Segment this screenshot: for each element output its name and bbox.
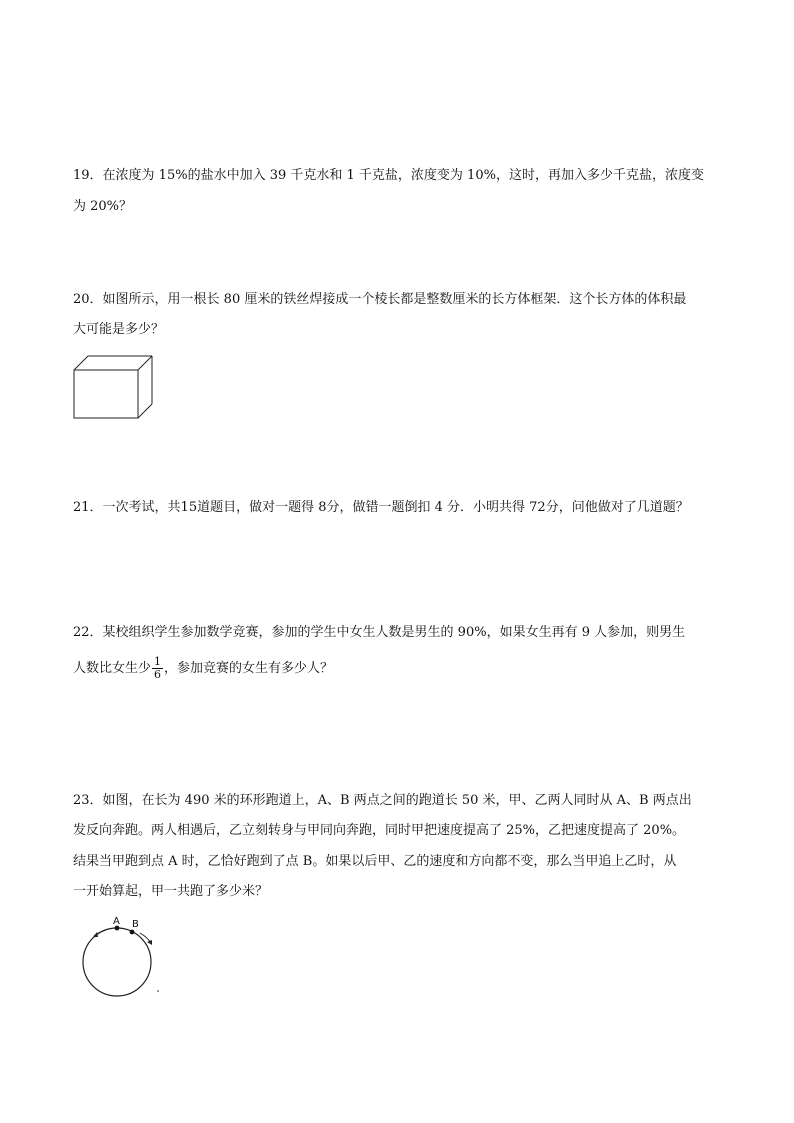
q22-line2-post: ，参加竞赛的女生有多少人？ [164, 661, 334, 676]
q22-line2-pre: 人数比女生少 [73, 661, 152, 676]
fraction-denominator: 6 [154, 668, 162, 681]
q23-line1: 23．如图，在长为 490 米的环形跑道上，A、B 两点之间的跑道长 50 米，甲、乙两人同时从 A、B 两点出 [73, 793, 692, 808]
circular-track-figure [76, 912, 166, 998]
q22-line1: 22．某校组织学生参加数学竞赛，参加的学生中女生人数是男生的 90%，如果女生再有 9 人参加，则男生 [73, 625, 686, 640]
point-b-dot [130, 930, 135, 935]
q23-line3: 结果当甲跑到点 A 时，乙恰好跑到了点 B。如果以后甲、乙的速度和方向都不变，那么当甲追上乙时，从 [73, 854, 677, 869]
fraction-numerator: 1 [154, 655, 162, 668]
q20-line1: 20．如图所示，用一根长 80 厘米的铁丝焊接成一个棱长都是整数厘米的长方体框架．这个长方体的体积最 [73, 292, 687, 307]
track-circle [83, 928, 151, 996]
q20-line2: 大可能是多少？ [73, 322, 165, 337]
point-a-label: A [113, 916, 120, 927]
point-b-label: B [132, 919, 139, 930]
q23-line4: 一开始算起，甲一共跑了多少米？ [73, 884, 269, 899]
stray-dot [157, 990, 159, 992]
fraction-one-sixth [152, 656, 163, 681]
q19-line2: 为 20%？ [73, 199, 133, 214]
q21-line1: 21．一次考试，共15道题目，做对一题得 8分，做错一题倒扣 4 分．小明共得 72分，问他做对了几道题？ [73, 500, 689, 515]
arrow-a-head-icon [93, 932, 98, 937]
q23-line2: 发反向奔跑。两人相遇后，乙立刻转身与甲同向奔跑，同时甲把速度提高了 25%，乙把速度提高了 20%。 [73, 823, 686, 838]
q22-line2 [73, 654, 333, 684]
q19-line1: 19．在浓度为 15%的盐水中加入 39 千克水和 1 千克盐，浓度变为 10%，这时，再加入多少千克盐，浓度变 [73, 168, 704, 183]
cuboid-figure [72, 354, 156, 420]
